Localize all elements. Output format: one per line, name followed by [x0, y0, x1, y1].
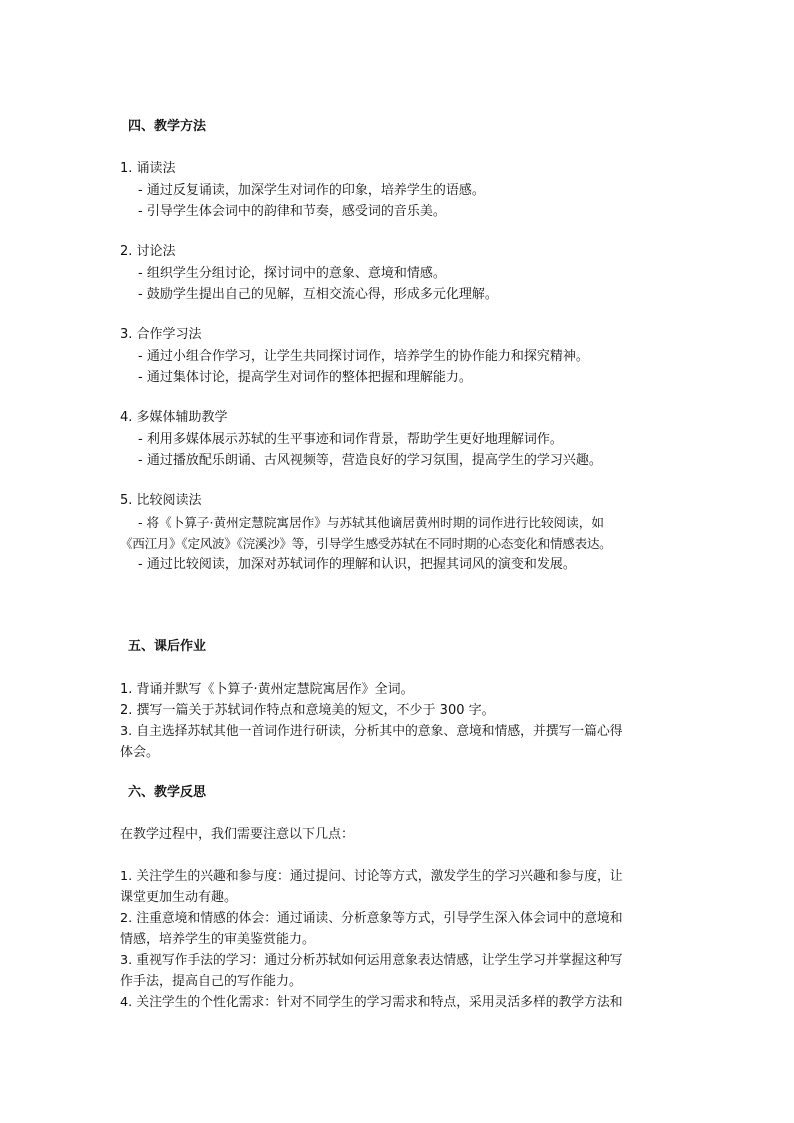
reflection-2-cont: 情感，培养学生的审美鉴赏能力。: [120, 932, 316, 947]
method-1-point-1: - 通过反复诵读，加深学生对词作的印象，培养学生的语感。: [138, 183, 485, 198]
method-4-point-2: - 通过播放配乐朗诵、古风视频等，营造良好的学习氛围，提高学生的学习兴趣。: [138, 453, 602, 468]
method-3-point-1: - 通过小组合作学习，让学生共同探讨词作，培养学生的协作能力和探究精神。: [138, 349, 589, 364]
method-2-point-2: - 鼓励学生提出自己的见解，互相交流心得，形成多元化理解。: [138, 287, 498, 302]
homework-3-cont: 体会。: [120, 745, 160, 760]
section-6-title: 六、教学反思: [128, 785, 207, 800]
reflection-3: 3. 重视写作手法的学习：通过分析苏轼如何运用意象表达情感，让学生学习并掌握这种写: [120, 953, 623, 968]
method-5-point-2: - 通过比较阅读，加深对苏轼词作的理解和认识，把握其词风的演变和发展。: [138, 557, 576, 572]
reflection-2: 2. 注重意境和情感的体会：通过诵读、分析意象等方式，引导学生深入体会词中的意境和: [120, 911, 623, 926]
reflection-3-cont: 作手法，提高自己的写作能力。: [120, 974, 303, 989]
method-3-head: 3. 合作学习法: [120, 327, 202, 342]
section-5-title: 五、课后作业: [128, 639, 207, 654]
method-4-point-1: - 利用多媒体展示苏轼的生平事迹和词作背景，帮助学生更好地理解词作。: [138, 432, 563, 447]
reflection-intro: 在教学过程中，我们需要注意以下几点：: [120, 827, 355, 842]
reflection-4: 4. 关注学生的个性化需求：针对不同学生的学习需求和特点，采用灵活多样的教学方法和: [120, 995, 623, 1010]
method-2-point-1: - 组织学生分组讨论，探讨词中的意象、意境和情感。: [138, 266, 446, 281]
method-3-point-2: - 通过集体讨论，提高学生对词作的整体把握和理解能力。: [138, 370, 472, 385]
homework-1: 1. 背诵并默写《卜算子·黄州定慧院寓居作》全词。: [120, 682, 414, 697]
reflection-1: 1. 关注学生的兴趣和参与度：通过提问、讨论等方式，激发学生的学习兴趣和参与度，让: [120, 869, 623, 884]
homework-3: 3. 自主选择苏轼其他一首词作进行研读，分析其中的意象、意境和情感，并撰写一篇心得: [120, 724, 623, 739]
method-1-head: 1. 诵读法: [120, 161, 176, 176]
reflection-1-cont: 课堂更加生动有趣。: [120, 890, 238, 905]
method-1-point-2: - 引导学生体会词中的韵律和节奏，感受词的音乐美。: [138, 204, 446, 219]
method-2-head: 2. 讨论法: [120, 244, 176, 259]
method-4-head: 4. 多媒体辅助教学: [120, 410, 228, 425]
method-5-head: 5. 比较阅读法: [120, 493, 202, 508]
homework-2: 2. 撰写一篇关于苏轼词作特点和意境美的短文，不少于 300 字。: [120, 703, 495, 718]
method-5-point-1-cont: 《西江月》《定风波》《浣溪沙》等，引导学生感受苏轼在不同时期的心态变化和情感表达。: [120, 536, 612, 551]
method-5-point-1: - 将《卜算子·黄州定慧院寓居作》与苏轼其他谪居黄州时期的词作进行比较阅读，如: [138, 515, 604, 530]
section-4-title: 四、教学方法: [128, 119, 207, 134]
